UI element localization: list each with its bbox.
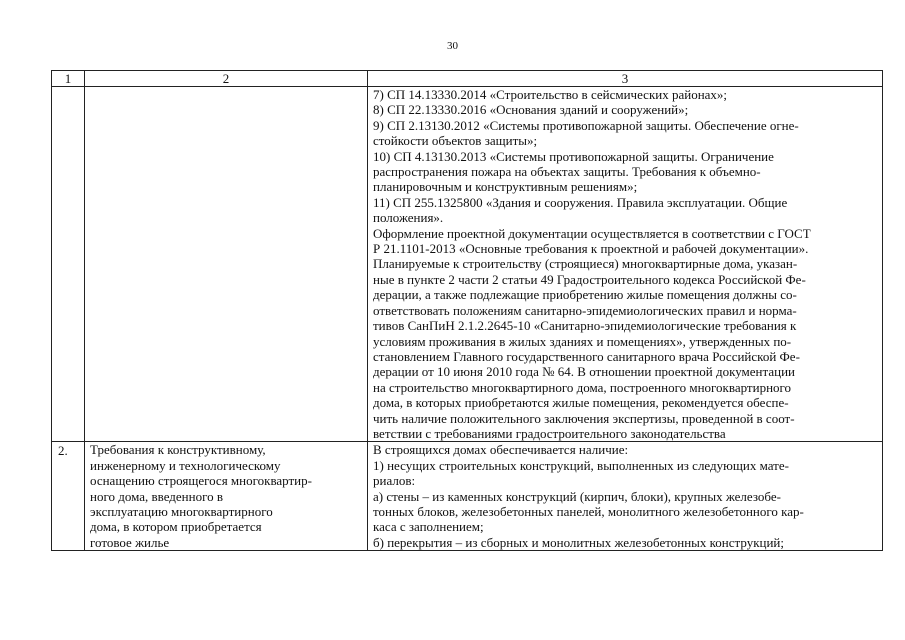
requirement-line: дома, в котором приобретается — [90, 519, 262, 535]
text-line: ветствии с требованиями градостроительного законодательства — [373, 425, 726, 441]
text-line: стойкости объектов защиты»; — [373, 133, 538, 149]
text-line: ответствовать положениям санитарно-эпидемиологических правил и норма- — [373, 302, 797, 318]
requirement-line: ного дома, введенного в — [90, 488, 223, 504]
requirement-line: готовое жилье — [90, 534, 170, 550]
text-line: а) стены – из каменных конструкций (кирпич, блоки), крупных железобе- — [373, 488, 781, 504]
text-line: чить наличие положительного заключения экспертизы, проведенной в соот- — [373, 410, 795, 426]
table-row — [52, 442, 883, 551]
row-number-cell — [52, 87, 85, 442]
requirement-cell — [85, 87, 368, 442]
text-line: становлением Главного государственного санитарного врача Российской Фе- — [373, 348, 800, 364]
column-header-1: 1 — [52, 71, 85, 87]
text-line: 8) СП 22.13330.2016 «Основания зданий и сооружений»; — [373, 102, 689, 118]
text-line: планировочным и конструктивным решениям»; — [373, 179, 638, 195]
text-line: 1) несущих строительных конструкций, выполненных из следующих мате- — [373, 457, 789, 473]
requirement-line: эксплуатацию многоквартирного — [90, 503, 273, 519]
table-row — [52, 87, 883, 442]
text-line: на строительство многоквартирного дома, построенного многоквартирного — [373, 379, 792, 395]
text-line: 9) СП 2.13130.2012 «Системы противопожарной защиты. Обеспечение огне- — [373, 117, 799, 133]
text-line: дерации, а также подлежащие приобретению жилые помещения должны со- — [373, 287, 797, 303]
text-line: 11) СП 255.1325800 «Здания и сооружения. Правила эксплуатации. Общие — [373, 194, 788, 210]
page-number: 30 — [447, 40, 458, 52]
column-header-2: 2 — [85, 71, 368, 87]
requirement-cell — [85, 442, 368, 551]
text-line: каса с заполнением; — [373, 519, 484, 535]
text-line: ные в пункте 2 части 2 статьи 49 Градостроительного кодекса Российской Фе- — [373, 271, 806, 287]
content-cell — [368, 442, 883, 551]
text-line: положения». — [373, 210, 444, 226]
text-line: дома, в которых приобретаются жилые помещения, рекомендуется обеспе- — [373, 395, 789, 411]
text-line: риалов: — [373, 473, 416, 489]
text-line: тонных блоков, железобетонных панелей, монолитного железобетонного кар- — [373, 503, 804, 519]
requirement-line: Требования к конструктивному, — [90, 442, 266, 458]
text-line: Оформление проектной документации осуществляется в соответствии с ГОСТ — [373, 225, 811, 241]
column-header-3: 3 — [368, 71, 883, 87]
text-line: дерации от 10 июня 2010 года № 64. В отношении проектной документации — [373, 364, 795, 380]
requirements-table — [51, 70, 883, 551]
text-line: распространения пожара на объектах защиты. Требования к объемно- — [373, 164, 761, 180]
requirement-line: оснащению строящегося многоквартир- — [90, 473, 312, 489]
content-cell — [368, 87, 883, 442]
table-header-row — [52, 71, 883, 87]
row-number-cell: 2. — [52, 442, 85, 551]
text-line: тивов СанПиН 2.1.2.2645-10 «Санитарно-эпидемиологические требования к — [373, 318, 797, 334]
text-line: 7) СП 14.13330.2014 «Строительство в сейсмических районах»; — [373, 87, 728, 102]
text-line: б) перекрытия – из сборных и монолитных железобетонных конструкций; — [373, 534, 784, 550]
text-line: условиям проживания в жилых зданиях и помещениях», утвержденных по- — [373, 333, 792, 349]
requirement-line: инженерному и технологическому — [90, 457, 281, 473]
text-line: Р 21.1101-2013 «Основные требования к проектной и рабочей документации». — [373, 241, 809, 257]
text-line: В строящихся домах обеспечивается наличие: — [373, 442, 629, 458]
text-line: Планируемые к строительству (строящиеся) многоквартирные дома, указан- — [373, 256, 798, 272]
text-line: 10) СП 4.13130.2013 «Системы противопожарной защиты. Ограничение — [373, 148, 774, 164]
